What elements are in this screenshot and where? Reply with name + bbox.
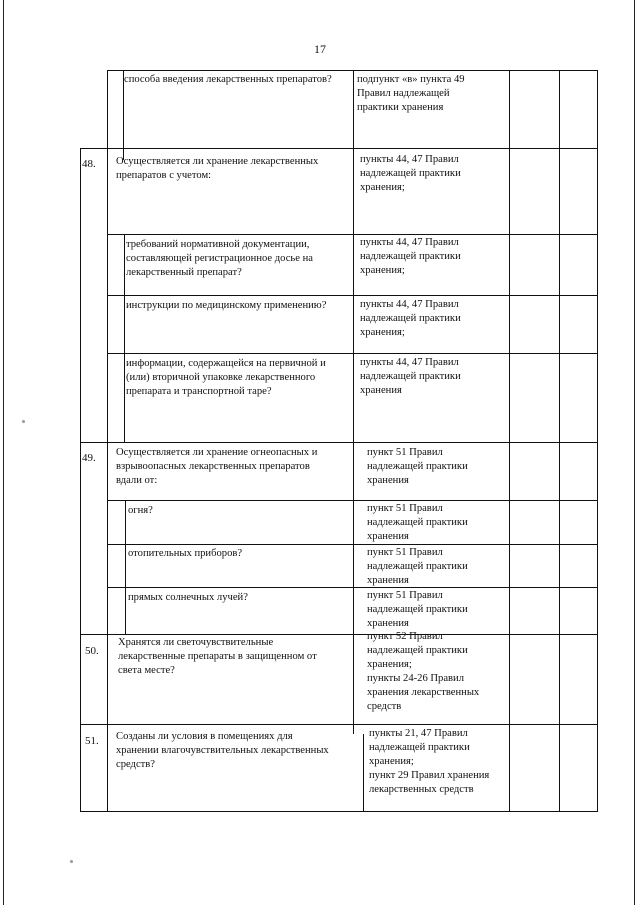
- question-text: Осуществляется ли хранение лекарственных препаратов с учетом:: [116, 156, 319, 181]
- subitem-divider: [125, 500, 126, 634]
- column-divider-number: [107, 70, 108, 812]
- row-divider: [80, 724, 598, 725]
- row-divider: [107, 544, 598, 545]
- reference-text: пункты 44, 47 Правил надлежащей практики хранения;: [360, 237, 461, 276]
- row-divider: [107, 587, 598, 588]
- reference-text: подпункт «в» пункта 49 Правил надлежащей практики хранения: [357, 74, 465, 113]
- question-text: информации, содержащейся на первичной и (или) вторичной упаковке лекарственного препарата и транспортной таре?: [126, 358, 326, 397]
- scan-speck: [22, 420, 25, 423]
- column-divider-yes: [509, 70, 510, 812]
- item-number: 51.: [85, 735, 99, 747]
- question-text: прямых солнечных лучей?: [128, 592, 248, 603]
- question-text: Созданы ли условия в помещениях для хранении влагочувствительных лекарственных средств?: [116, 731, 329, 770]
- reference-text: пункт 51 Правил надлежащей практики хранения: [367, 590, 468, 629]
- checklist-table: [80, 70, 598, 812]
- reference-text: пункт 52 Правил надлежащей практики хранения; пункты 24-26 Правил хранения лекарственных средств: [367, 631, 480, 712]
- question-text: способа введения лекарственных препаратов?: [124, 74, 332, 85]
- row-divider: [80, 442, 598, 443]
- scan-border-left: [3, 0, 4, 905]
- row-divider: [107, 234, 598, 235]
- question-text: инструкции по медицинскому применению?: [126, 300, 327, 311]
- item-number: 48.: [82, 158, 96, 170]
- question-text: отопительных приборов?: [128, 548, 243, 559]
- reference-text: пункты 21, 47 Правил надлежащей практики хранения; пункт 29 Правил хранения лекарственных средств: [369, 728, 490, 795]
- table-border-bottom: [80, 811, 598, 812]
- subitem-divider: [124, 234, 125, 442]
- column-divider-question-lower: [363, 734, 364, 812]
- scan-speck: [70, 860, 73, 863]
- question-text: требований нормативной документации, составляющей регистрационное досье на лекарственный препарат?: [126, 239, 313, 278]
- reference-text: пункт 51 Правил надлежащей практики хранения: [367, 547, 468, 586]
- table-border-right: [597, 70, 598, 812]
- question-text: Осуществляется ли хранение огнеопасных и взрывоопасных лекарственных препаратов вдали от:: [116, 447, 318, 486]
- row-divider: [107, 295, 598, 296]
- page-number: 17: [314, 42, 326, 56]
- question-text: огня?: [128, 505, 153, 516]
- row-divider: [107, 500, 598, 501]
- scan-border-right: [634, 0, 635, 905]
- row-divider: [80, 148, 598, 149]
- item-number: 49.: [82, 452, 96, 464]
- question-text: Хранятся ли светочувствительные лекарственные препараты в защищенном от света месте?: [118, 637, 317, 676]
- reference-text: пункт 51 Правил надлежащей практики хранения: [367, 503, 468, 542]
- item-number: 50.: [85, 645, 99, 657]
- column-divider-no: [559, 70, 560, 812]
- reference-text: пункты 44, 47 Правил надлежащей практики хранения;: [360, 299, 461, 338]
- reference-text: пункты 44, 47 Правил надлежащей практики хранения;: [360, 154, 461, 193]
- row-divider: [107, 70, 598, 71]
- table-border-left: [80, 148, 81, 812]
- reference-text: пункт 51 Правил надлежащей практики хранения: [367, 447, 468, 486]
- row-divider: [80, 634, 598, 635]
- reference-text: пункты 44, 47 Правил надлежащей практики хранения: [360, 357, 461, 396]
- row-divider: [107, 353, 598, 354]
